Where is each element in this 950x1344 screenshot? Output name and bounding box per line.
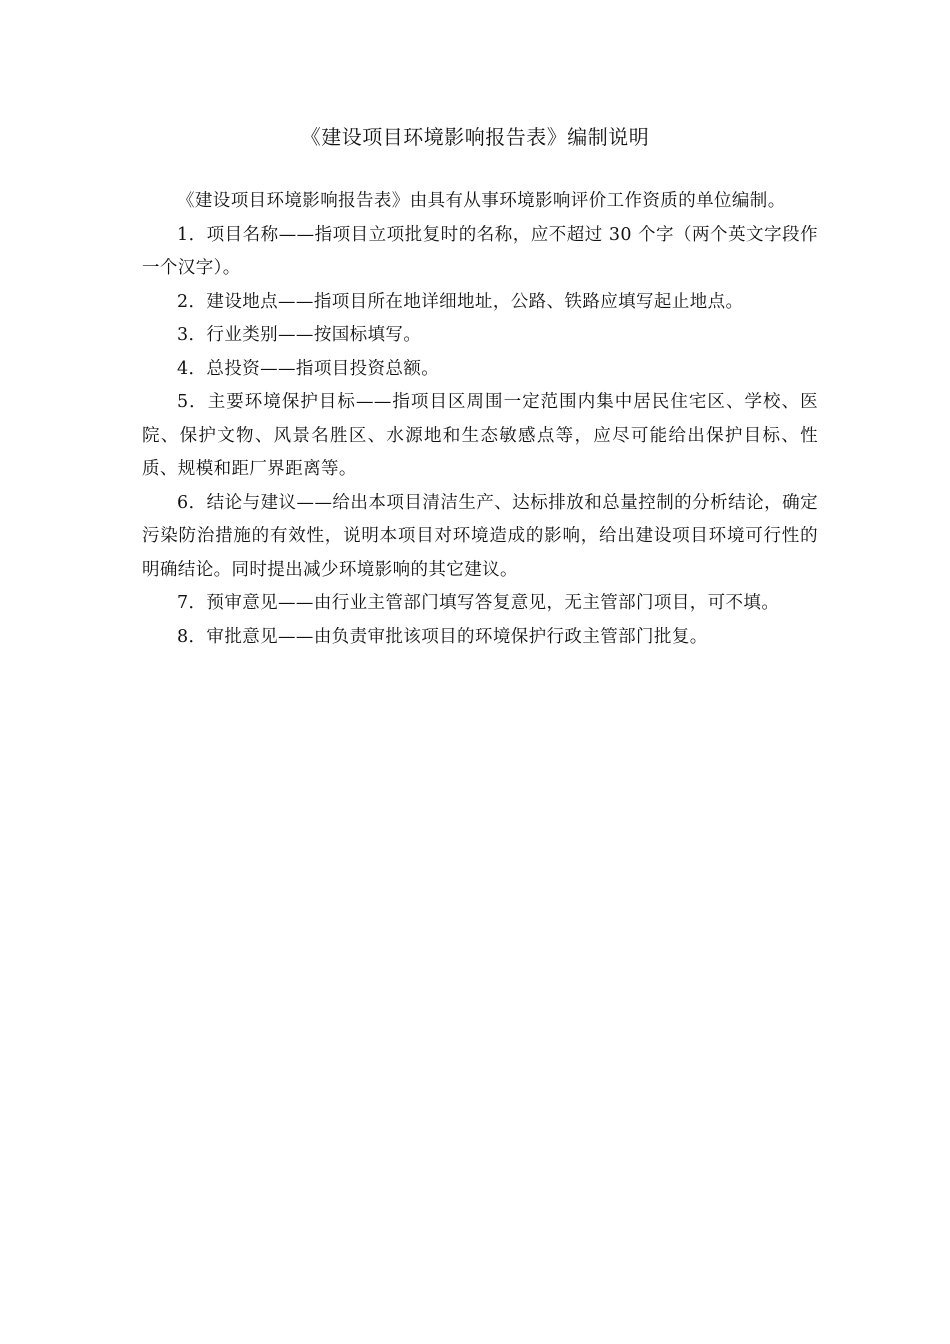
paragraph-item-3: 3．行业类别——按国标填写。 xyxy=(177,325,422,345)
paragraph-intro: 《建设项目环境影响报告表》由具有从事环境影响评价工作资质的单位编制。 xyxy=(177,191,786,211)
document-body xyxy=(142,185,818,654)
paragraph-item-5: 5．主要环境保护目标——指项目区周围一定范围内集中居民住宅区、学校、医院、保护文物、风景名胜区、水源地和生态敏感点等，应尽可能给出保护目标、性质、规模和距厂界距离等。 xyxy=(142,392,818,479)
paragraph-item-8: 8．审批意见——由负责审批该项目的环境保护行政主管部门批复。 xyxy=(177,626,708,647)
document-title: 《建设项目环境影响报告表》编制说明 xyxy=(300,125,650,149)
paragraph-item-6: 6．结论与建议——给出本项目清洁生产、达标排放和总量控制的分析结论，确定污染防治措施的有效性，说明本项目对环境造成的影响，给出建设项目环境可行性的明确结论。同时提出减少环境影响的其它建议。 xyxy=(142,492,818,580)
paragraph-item-7: 7．预审意见——由行业主管部门填写答复意见，无主管部门项目，可不填。 xyxy=(177,593,780,613)
paragraph-item-4: 4．总投资——指项目投资总额。 xyxy=(177,358,440,379)
paragraph-item-1: 1．项目名称——指项目立项批复时的名称，应不超过 30 个字（两个英文字段作一个汉字）。 xyxy=(142,224,818,278)
paragraph-item-2: 2．建设地点——指项目所在地详细地址，公路、铁路应填写起止地点。 xyxy=(177,291,744,312)
